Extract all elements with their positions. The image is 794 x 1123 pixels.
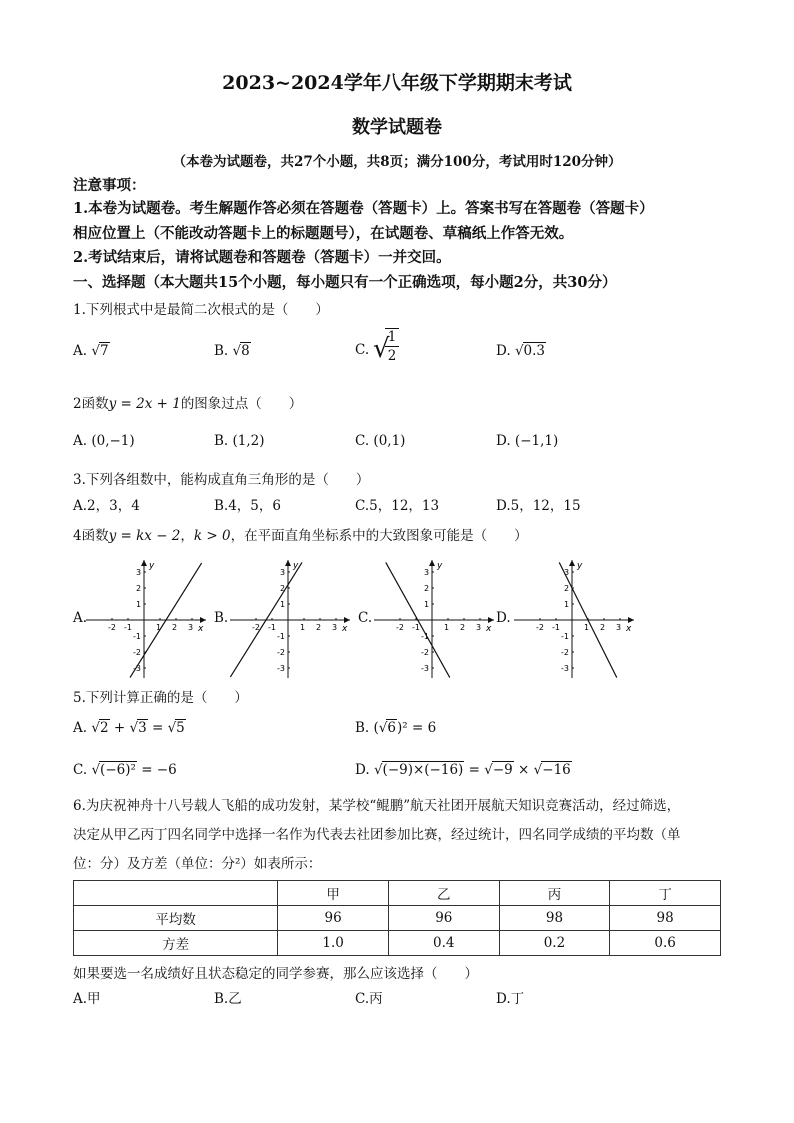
x-tick-label: -1	[412, 623, 420, 632]
table-cell: 方差	[74, 931, 278, 956]
table-cell	[74, 881, 278, 906]
q2-option-c: C. (0,1)	[355, 433, 406, 449]
x-axis-arrow	[344, 617, 350, 623]
q3-option-c: C.5，12，13	[355, 498, 440, 514]
y-tick-label: 3	[136, 568, 142, 577]
table-cell: 98	[610, 906, 721, 931]
table-cell: 96	[388, 906, 499, 931]
x-tick-label: 2	[460, 623, 466, 632]
q2-stem: 2函数y = 2x + 1的图象过点（ ）	[73, 396, 303, 412]
x-tick-label: 1	[300, 623, 306, 632]
q6-option-c: C.丙	[355, 991, 383, 1007]
q4-graph-b	[228, 558, 354, 680]
x-tick-label: -1	[552, 623, 560, 632]
x-tick-label: 1	[156, 623, 162, 632]
y-tick-label: -1	[277, 632, 285, 641]
q4-graph-d	[512, 558, 638, 680]
q1-stem: 1.下列根式中是最简二次根式的是（ ）	[73, 302, 329, 318]
table-cell: 0.6	[610, 931, 721, 956]
q4-label-c: C.	[358, 610, 373, 626]
q4-label-a: A.	[73, 610, 88, 626]
y-axis-label: y	[437, 561, 443, 571]
q4-graph-a	[84, 558, 210, 680]
x-axis-label: x	[198, 624, 204, 634]
q5-option-a: A. √2 + √3 = √5	[73, 720, 185, 736]
y-tick-label: 2	[564, 584, 570, 593]
x-axis-label: x	[342, 624, 348, 634]
y-axis-label: y	[149, 561, 155, 571]
q3-option-a: A.2，3，4	[73, 498, 140, 514]
x-tick-label: -2	[108, 623, 116, 632]
y-tick-label: 1	[136, 600, 142, 609]
y-tick-label: -2	[133, 648, 141, 657]
table-cell: 甲	[278, 881, 389, 906]
table-cell: 0.2	[499, 931, 610, 956]
q4-label-b: B.	[214, 610, 229, 626]
x-tick-label: 3	[188, 623, 194, 632]
q6-option-b: B.乙	[214, 991, 242, 1007]
table-cell: 乙	[388, 881, 499, 906]
table-header-row	[74, 881, 721, 906]
table-cell: 0.4	[388, 931, 499, 956]
x-tick-label: 2	[172, 623, 178, 632]
x-axis-arrow	[200, 617, 206, 623]
y-tick-label: -1	[133, 632, 141, 641]
y-tick-label: -2	[277, 648, 285, 657]
q6-question: 如果要选一名成绩好且状态稳定的同学参赛，那么应该选择（ ）	[73, 966, 478, 982]
table-cell: 96	[278, 906, 389, 931]
y-tick-label: 1	[564, 600, 570, 609]
q2-option-b: B. (1,2)	[214, 433, 265, 449]
y-axis-arrow	[569, 560, 575, 566]
x-tick-label: -2	[396, 623, 404, 632]
x-axis-label: x	[626, 624, 632, 634]
paper-subtitle: 数学试题卷	[352, 117, 442, 138]
y-tick-label: 3	[424, 568, 430, 577]
x-tick-label: -1	[268, 623, 276, 632]
y-tick-label: -1	[421, 632, 429, 641]
paper-info: （本卷为试题卷，共27个小题，共8页；满分100分，考试用时120分钟）	[172, 154, 622, 170]
table-cell: 丁	[610, 881, 721, 906]
q1-option-a: A. √7	[73, 343, 109, 359]
q2-option-a: A. (0,−1)	[73, 433, 135, 449]
notes-line-1b: 相应位置上（不能改动答题卡上的标题题号），在试题卷、草稿纸上作答无效。	[73, 225, 574, 242]
x-axis-arrow	[628, 617, 634, 623]
q1-option-b: B. √8	[214, 343, 250, 359]
y-tick-label: 2	[136, 584, 142, 593]
table-cell: 1.0	[278, 931, 389, 956]
table-row	[74, 906, 721, 931]
x-tick-label: -2	[536, 623, 544, 632]
y-tick-label: -2	[561, 648, 569, 657]
q6-line-2: 决定从甲乙丙丁四名同学中选择一名作为代表去社团参加比赛，经过统计，四名同学成绩的平均数（单	[73, 827, 681, 843]
q6-option-a: A.甲	[73, 991, 101, 1007]
q5-option-c: C. √(−6)² = −6	[73, 762, 177, 778]
notes-line-1: 1.本卷为试题卷。考生解题作答必须在答题卷（答题卡）上。答案书写在答题卷（答题卡）	[73, 200, 654, 217]
table-cell: 98	[499, 906, 610, 931]
q4-graph-c	[372, 558, 498, 680]
q4-stem: 4函数y = kx − 2，k > 0，在平面直角坐标系中的大致图象可能是（ ）	[73, 528, 528, 544]
q6-line-3: 位：分）及方差（单位：分²）如表所示：	[73, 856, 322, 872]
x-tick-label: 3	[332, 623, 338, 632]
y-axis-label: y	[577, 561, 583, 571]
notes-line-2: 2.考试结束后，请将试题卷和答题卷（答题卡）一并交回。	[73, 249, 451, 266]
y-tick-label: 2	[280, 584, 286, 593]
table-cell: 丙	[499, 881, 610, 906]
y-axis-arrow	[429, 560, 435, 566]
y-tick-label: -3	[277, 664, 285, 673]
y-tick-label: 2	[424, 584, 430, 593]
y-tick-label: 3	[280, 568, 286, 577]
x-tick-label: -2	[252, 623, 260, 632]
table-cell: 平均数	[74, 906, 278, 931]
y-axis-arrow	[141, 560, 147, 566]
y-tick-label: -3	[561, 664, 569, 673]
y-axis-label: y	[293, 561, 299, 571]
q5-option-d: D. √(−9)×(−16) = √−9 × √−16	[355, 762, 571, 778]
q6-option-d: D.丁	[496, 991, 525, 1007]
x-axis-label: x	[486, 624, 492, 634]
x-tick-label: 3	[476, 623, 482, 632]
x-tick-label: 1	[584, 623, 590, 632]
x-tick-label: 2	[316, 623, 322, 632]
y-tick-label: 3	[564, 568, 570, 577]
x-tick-label: 2	[600, 623, 606, 632]
x-tick-label: 3	[616, 623, 622, 632]
q2-option-d: D. (−1,1)	[496, 433, 559, 449]
section-1-heading: 一、选择题（本大题共15个小题，每小题只有一个正确选项，每小题2分，共30分）	[73, 274, 617, 291]
q6-score-table	[73, 880, 721, 956]
notes-heading: 注意事项：	[73, 177, 146, 194]
q1-option-d: D. √0.3	[496, 343, 546, 359]
y-tick-label: -3	[421, 664, 429, 673]
exam-title: 2023~2024学年八年级下学期期末考试	[222, 72, 572, 94]
table-row	[74, 931, 721, 956]
y-tick-label: -3	[133, 664, 141, 673]
x-tick-label: 1	[444, 623, 450, 632]
x-tick-label: -1	[124, 623, 132, 632]
q3-option-d: D.5，12，15	[496, 498, 581, 514]
y-tick-label: 1	[424, 600, 430, 609]
y-tick-label: -1	[561, 632, 569, 641]
q5-option-b: B. (√6)² = 6	[355, 720, 437, 736]
y-tick-label: -2	[421, 648, 429, 657]
q4-label-d: D.	[496, 610, 511, 626]
x-axis-arrow	[488, 617, 494, 623]
y-axis-arrow	[285, 560, 291, 566]
q3-stem: 3.下列各组数中，能构成直角三角形的是（ ）	[73, 472, 370, 488]
q3-option-b: B.4，5，6	[214, 498, 281, 514]
y-tick-label: 1	[280, 600, 286, 609]
q5-stem: 5.下列计算正确的是（ ）	[73, 690, 248, 706]
q6-line-1: 6.为庆祝神舟十八号载人飞船的成功发射，某学校“鲲鹏”航天社团开展航天知识竞赛活动，经过筛选，	[73, 798, 681, 814]
